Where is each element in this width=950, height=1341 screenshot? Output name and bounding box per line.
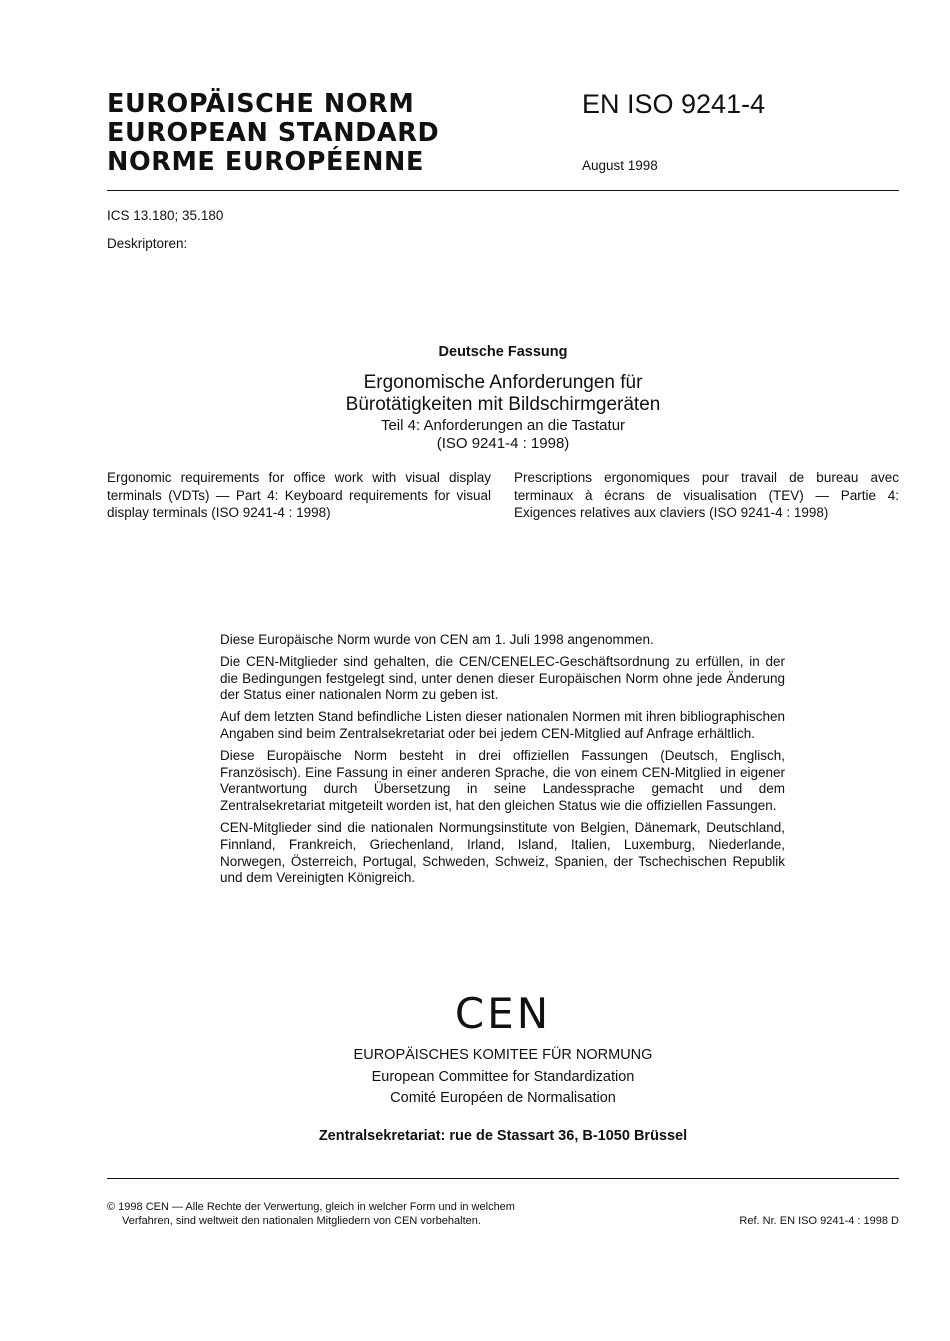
acceptance-notice	[220, 632, 785, 892]
norm-title-fr: NORME EUROPÉENNE	[107, 147, 424, 177]
document-title-line-2: Bürotätigkeiten mit Bildschirmgeräten	[345, 394, 661, 415]
body-paragraph: Die CEN-Mitglieder sind gehalten, die CEN/CENELEC-Geschäftsordnung zu erfüllen, in der die Bedingungen festgelegt sind, unter denen dieser Europäischen Norm ohne jede Änderung der Status einer nationalen Norm zu geben ist.	[220, 653, 785, 703]
copyright-line-2: Verfahren, sind weltweit den nationalen Mitgliedern von CEN vorbehalten.	[122, 1215, 481, 1227]
cen-name-fr: Comité Européen de Normalisation	[390, 1090, 616, 1106]
copyright-notice	[107, 1200, 515, 1228]
body-paragraph: Diese Europäische Norm besteht in drei offiziellen Fassungen (Deutsch, Englisch, Französisch). Eine Fassung in einer anderen Sprache, die von einem CEN-Mitglied in eigener Verantwortung durch Übersetzung in seine Landessprache gemacht und dem Zentralsekretariat mitgeteilt worden ist, hat den gleichen Status wie die offiziellen Fassungen.	[220, 747, 785, 814]
norm-title-de: EUROPÄISCHE NORM	[107, 89, 415, 119]
ics-codes: ICS 13.180; 35.180	[107, 208, 224, 223]
cen-logo: CEN	[454, 989, 552, 1038]
document-title	[107, 372, 899, 416]
header-divider	[107, 190, 899, 191]
document-title-line-1: Ergonomische Anforderungen für	[363, 372, 643, 393]
norm-title-en: EUROPEAN STANDARD	[107, 118, 440, 148]
reference-number: Ref. Nr. EN ISO 9241-4 : 1998 D	[739, 1215, 899, 1227]
document-subtitle-line-1: Teil 4: Anforderungen an die Tastatur	[380, 417, 626, 434]
english-title: Ergonomic requirements for office work with visual display terminals (VDTs) — Part 4: Keyboard requirements for visual display terminals (ISO 9241-4 : 1998)	[107, 470, 491, 520]
body-paragraph: Diese Europäische Norm wurde von CEN am 1. Juli 1998 angenommen.	[220, 632, 654, 647]
deskriptoren-label: Deskriptoren:	[107, 236, 188, 251]
document-subtitle-line-2: (ISO 9241-4 : 1998)	[436, 435, 570, 452]
body-paragraph: Auf dem letzten Stand befindliche Listen dieser nationalen Normen mit ihren bibliographischen Angaben sind beim Zentralsekretariat oder bei jedem CEN-Mitglied auf Anfrage erhältlich.	[220, 709, 785, 741]
version-label: Deutsche Fassung	[438, 344, 568, 360]
document-subtitle	[107, 417, 899, 453]
copyright-line-1: © 1998 CEN — Alle Rechte der Verwertung, gleich in welcher Form und in welchem	[107, 1201, 515, 1213]
norm-title	[107, 90, 547, 177]
standard-number: EN ISO 9241-4	[582, 89, 766, 119]
body-paragraph: CEN-Mitglieder sind die nationalen Normungsinstitute von Belgien, Dänemark, Deutschland, Finnland, Frankreich, Griechenland, Irland, Island, Italien, Luxemburg, Niederlande, Norwegen, Österreich, Portugal, Schweden, Schweiz, Spanien, der Tschechischen Republik und dem Vereinigten Königreich.	[220, 819, 785, 886]
cen-name-de: EUROPÄISCHES KOMITEE FÜR NORMUNG	[353, 1047, 653, 1063]
footer-divider	[107, 1178, 899, 1179]
french-title: Prescriptions ergonomiques pour travail de bureau avec terminaux à écrans de visualisation (TEV) — Partie 4: Exigences relatives aux claviers (ISO 9241-4 : 1998)	[514, 470, 899, 520]
cen-name-en: European Committee for Standardization	[371, 1069, 635, 1085]
secretariat-address: Zentralsekretariat: rue de Stassart 36, B-1050 Brüssel	[318, 1128, 688, 1144]
publication-date: August 1998	[582, 158, 658, 173]
